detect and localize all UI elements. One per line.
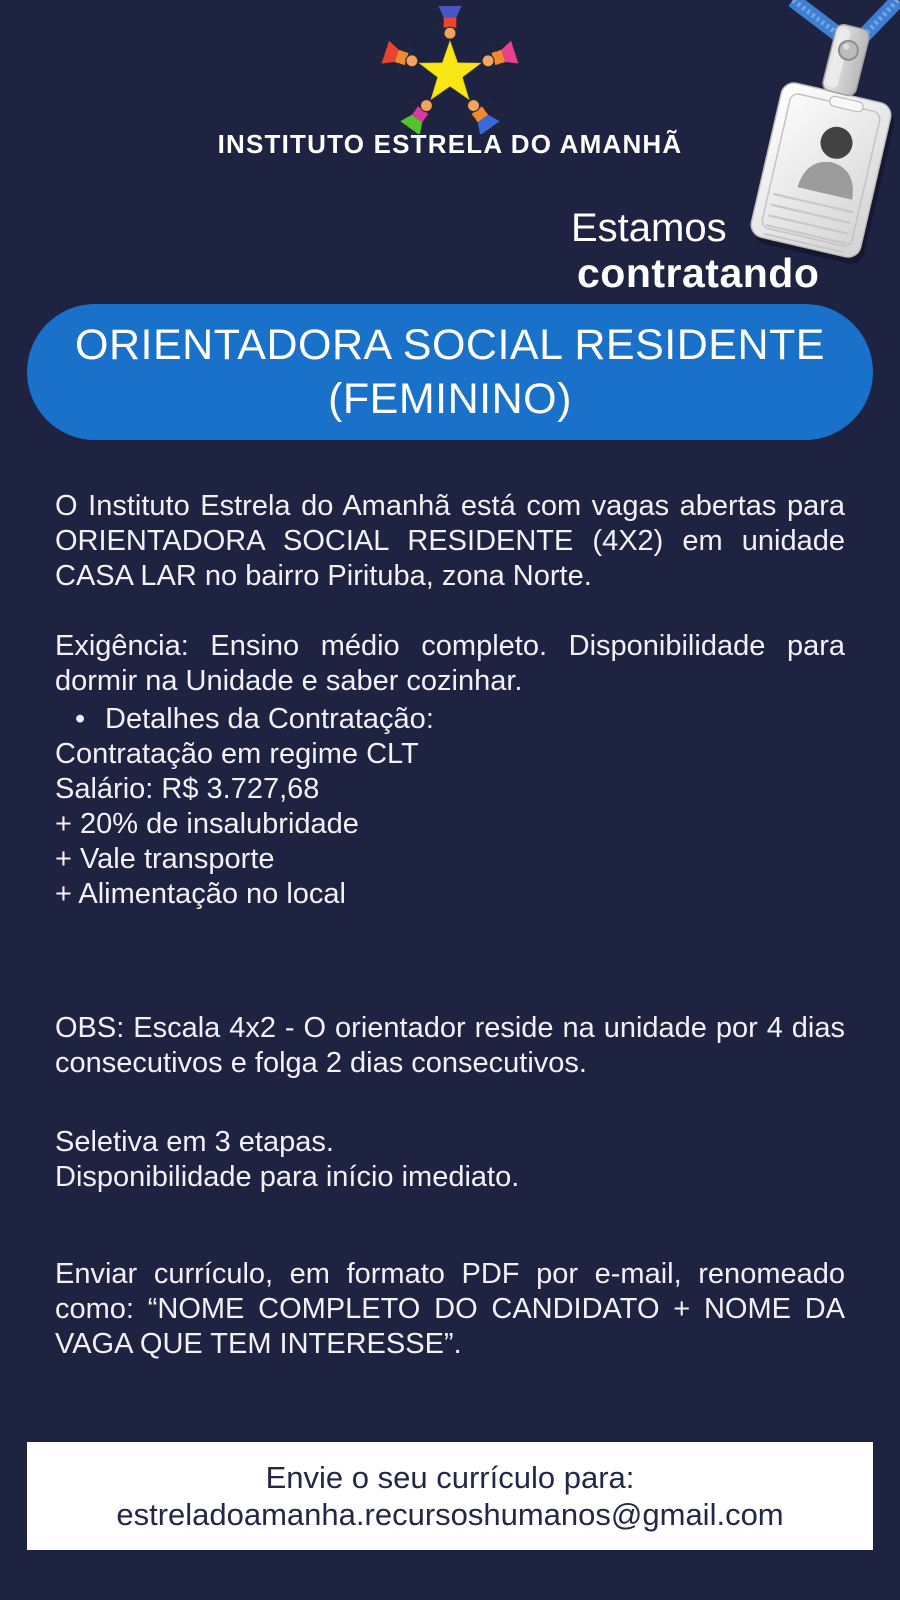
contract-details-section [55,702,845,912]
job-title-line1: ORIENTADORA SOCIAL RESIDENTE [75,321,825,369]
job-title-line2: (FEMININO) [328,375,572,423]
details-item: + Vale transporte [55,843,275,875]
contact-box [27,1442,873,1550]
details-item: + 20% de insalubridade [55,808,359,840]
selection-line1: Seletiva em 3 etapas. [55,1126,334,1158]
star-children-logo-icon [370,6,530,134]
badge-card [747,80,898,266]
job-title-banner [27,304,873,440]
requirements-paragraph: Exigência: Ensino médio completo. Disponibilidade para dormir na Unidade e saber cozinhar. [55,630,845,697]
details-item: Contratação em regime CLT [55,738,419,770]
selection-section [55,1125,845,1195]
details-item: + Alimentação no local [55,878,346,910]
contact-cta: Envie o seu currículo para: [265,1460,635,1495]
details-heading-label: Detalhes da Contratação: [105,703,434,735]
obs-paragraph: OBS: Escala 4x2 - O orientador reside na unidade por 4 dias consecutivos e folga 2 dias consecutivos. [55,1012,845,1079]
hiring-tagline-line2: contratando [577,250,820,296]
org-name: INSTITUTO ESTRELA DO AMANHÃ [217,129,683,159]
selection-line2: Disponibilidade para início imediato. [55,1161,520,1193]
contact-email: estreladoamanha.recursoshumanos@gmail.com [116,1497,784,1532]
details-item: Salário: R$ 3.727,68 [55,773,320,805]
bullet-icon: • [75,703,86,735]
details-heading [55,702,845,737]
star-icon [420,41,481,99]
send-cv-paragraph: Enviar currículo, em formato PDF por e-mail, renomeado como: “NOME COMPLETO DO CANDIDATO + NOME DA VAGA QUE TEM INTERESSE”. [55,1258,845,1360]
intro-paragraph: O Instituto Estrela do Amanhã está com vagas abertas para ORIENTADORA SOCIAL RESIDENTE (4X2) em unidade CASA LAR no bairro Pirituba, zona Norte. [55,490,845,592]
hiring-tagline-line1: Estamos [571,206,727,250]
